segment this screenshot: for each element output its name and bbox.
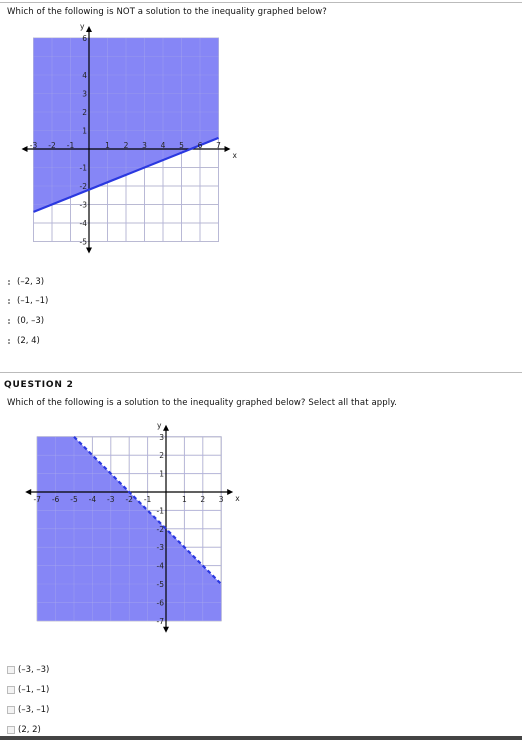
question-1-graph <box>28 22 238 248</box>
y-tick-label: 3 <box>159 432 164 442</box>
checkbox[interactable] <box>7 726 15 734</box>
x-tick-label: 1 <box>105 141 110 150</box>
x-axis-label: x <box>232 151 237 160</box>
option-label: (–1, –1) <box>18 685 50 695</box>
q2-option-4[interactable] <box>7 725 41 735</box>
x-tick-label: -1 <box>143 495 152 504</box>
x-tick-label: -5 <box>70 495 78 504</box>
x-tick-label: -6 <box>51 495 60 504</box>
x-tick-label: 3 <box>218 495 224 504</box>
y-tick-label: -2 <box>79 182 87 191</box>
x-tick-label: -2 <box>48 141 56 150</box>
y-axis-arrow-up <box>86 26 92 32</box>
y-tick-label: -4 <box>79 219 87 228</box>
q1-option-2[interactable] <box>7 296 48 306</box>
x-tick-label: 4 <box>160 141 166 150</box>
y-axis-arrow-down <box>86 248 92 254</box>
y-tick-label: 2 <box>82 108 87 117</box>
option-label: (–3, –1) <box>18 705 50 715</box>
y-tick-label: -2 <box>156 524 164 534</box>
bottom-scroll-edge <box>0 736 522 740</box>
x-axis-arrow-left <box>25 489 31 495</box>
top-border <box>0 2 522 3</box>
x-tick-label: 7 <box>216 141 221 150</box>
x-tick-label: -3 <box>107 495 115 504</box>
y-tick-label: -5 <box>156 580 164 589</box>
x-axis-arrow-left <box>22 146 28 152</box>
x-tick-label: 6 <box>197 141 203 150</box>
y-tick-label: 1 <box>159 469 164 479</box>
x-tick-label: -2 <box>125 495 133 504</box>
x-tick-label: 3 <box>142 141 147 150</box>
y-tick-label: -4 <box>156 561 164 571</box>
x-tick-label: 5 <box>179 141 184 150</box>
x-tick-label: 2 <box>123 141 129 150</box>
y-axis-arrow-up <box>163 425 169 431</box>
y-tick-label: -7 <box>156 616 164 626</box>
question-2-heading: QUESTION 2 <box>4 380 74 390</box>
y-tick-label: 4 <box>82 71 87 80</box>
x-tick-label: -4 <box>88 495 97 504</box>
x-tick-label: 2 <box>200 495 206 504</box>
y-tick-label: 2 <box>159 451 164 461</box>
checkbox[interactable] <box>7 666 15 674</box>
q1-option-3[interactable] <box>7 316 44 326</box>
x-axis-arrow-right <box>225 146 231 152</box>
y-tick-label: -3 <box>156 543 164 553</box>
q2-option-1[interactable] <box>7 665 49 675</box>
y-tick-label: -6 <box>156 598 164 608</box>
radio-button[interactable] <box>7 298 14 305</box>
question-1-text: Which of the following is NOT a solution to the inequality graphed below? <box>7 7 327 17</box>
x-tick-label: -7 <box>33 495 41 504</box>
option-label: (–2, 3) <box>17 277 45 287</box>
y-tick-label: -3 <box>79 200 87 210</box>
x-tick-label: -1 <box>66 141 75 150</box>
x-axis-label: x <box>235 494 240 503</box>
radio-button[interactable] <box>7 279 14 286</box>
option-label: (–3, –3) <box>18 665 50 675</box>
q2-option-3[interactable] <box>7 705 49 715</box>
option-label: (2, 2) <box>18 725 41 735</box>
y-tick-label: -5 <box>79 237 87 247</box>
checkbox[interactable] <box>7 706 15 714</box>
y-axis-label: y <box>157 420 162 430</box>
y-axis-label: y <box>80 22 85 31</box>
q1-option-1[interactable] <box>7 277 44 287</box>
q2-option-2[interactable] <box>7 685 49 695</box>
y-tick-label: 1 <box>82 126 87 136</box>
question-2-text: Which of the following is a solution to the inequality graphed below? Select all that apply. <box>7 398 397 408</box>
y-tick-label: 6 <box>82 34 87 43</box>
option-label: (–1, –1) <box>17 296 49 306</box>
option-label: (0, –3) <box>17 316 45 326</box>
y-tick-label: -1 <box>156 506 164 516</box>
question-2-graph <box>18 416 248 641</box>
radio-button[interactable] <box>7 318 14 325</box>
checkbox[interactable] <box>7 686 15 694</box>
option-label: (2, 4) <box>17 336 40 346</box>
x-axis-arrow-right <box>227 489 233 495</box>
q1-option-4[interactable] <box>7 336 40 346</box>
y-tick-label: -1 <box>79 163 87 173</box>
x-tick-label: 1 <box>182 495 187 504</box>
x-tick-label: -3 <box>29 141 38 150</box>
y-tick-label: 3 <box>82 89 87 99</box>
radio-button[interactable] <box>7 338 14 345</box>
y-axis-arrow-down <box>163 627 169 633</box>
section-divider <box>0 372 522 373</box>
